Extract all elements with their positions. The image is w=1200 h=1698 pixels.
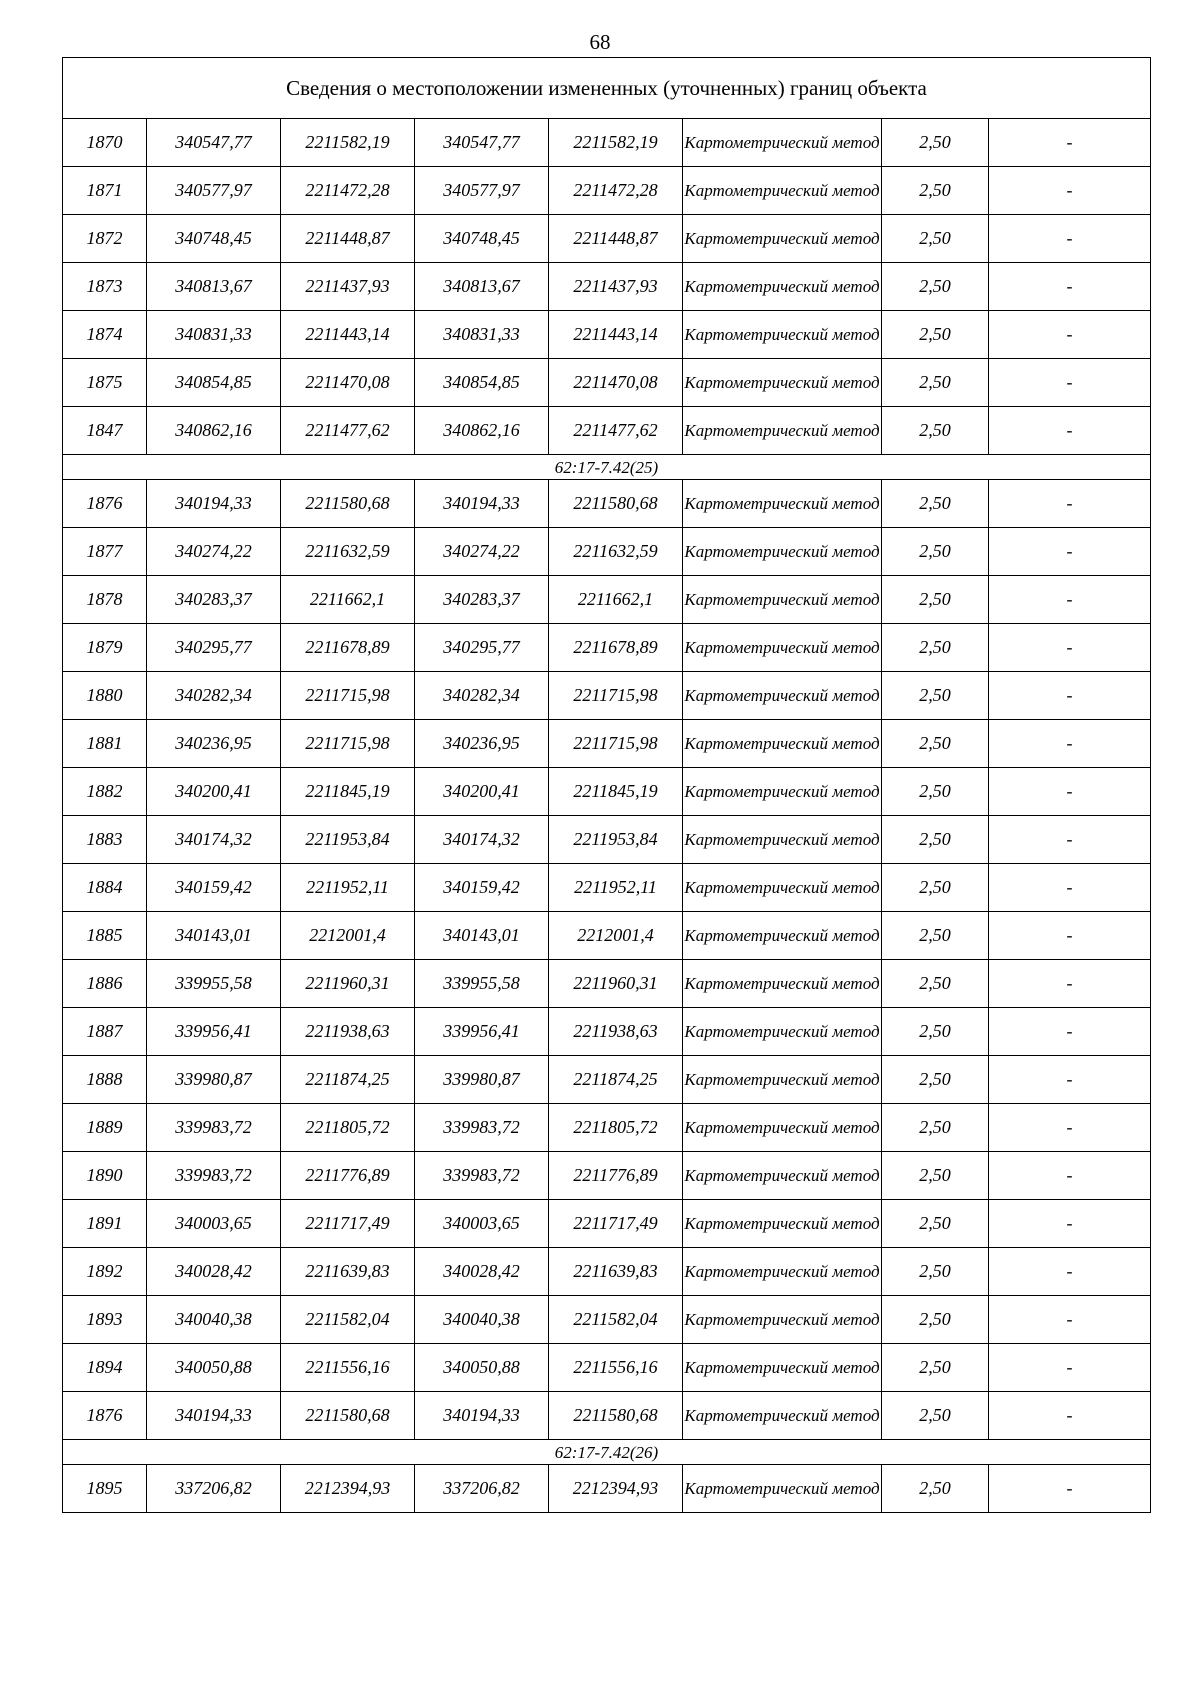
table-row bbox=[63, 1248, 1151, 1296]
x-new-cell: 340194,33 bbox=[415, 1392, 549, 1440]
table-row bbox=[63, 960, 1151, 1008]
point-number-cell: 1874 bbox=[63, 311, 147, 359]
y-existing-cell: 2211470,08 bbox=[281, 359, 415, 407]
table-row bbox=[63, 407, 1151, 455]
y-existing-cell: 2212001,4 bbox=[281, 912, 415, 960]
x-new-cell: 340862,16 bbox=[415, 407, 549, 455]
accuracy-cell: 2,50 bbox=[882, 960, 989, 1008]
x-new-cell: 337206,82 bbox=[415, 1465, 549, 1513]
accuracy-cell: 2,50 bbox=[882, 528, 989, 576]
y-existing-cell: 2211556,16 bbox=[281, 1344, 415, 1392]
y-existing-cell: 2211938,63 bbox=[281, 1008, 415, 1056]
method-cell: Картометрический метод bbox=[683, 864, 882, 912]
x-existing-cell: 340748,45 bbox=[147, 215, 281, 263]
x-existing-cell: 340283,37 bbox=[147, 576, 281, 624]
description-cell: - bbox=[989, 1104, 1151, 1152]
accuracy-cell: 2,50 bbox=[882, 1008, 989, 1056]
point-number-cell: 1878 bbox=[63, 576, 147, 624]
section-header-row bbox=[63, 1440, 1151, 1465]
method-cell: Картометрический метод bbox=[683, 311, 882, 359]
y-new-cell: 2211477,62 bbox=[549, 407, 683, 455]
x-new-cell: 340174,32 bbox=[415, 816, 549, 864]
x-existing-cell: 340028,42 bbox=[147, 1248, 281, 1296]
description-cell: - bbox=[989, 1200, 1151, 1248]
y-existing-cell: 2211437,93 bbox=[281, 263, 415, 311]
y-new-cell: 2211556,16 bbox=[549, 1344, 683, 1392]
description-cell: - bbox=[989, 1344, 1151, 1392]
x-new-cell: 340194,33 bbox=[415, 480, 549, 528]
y-new-cell: 2211715,98 bbox=[549, 720, 683, 768]
section-label: 62:17-7.42(26) bbox=[63, 1440, 1151, 1465]
accuracy-cell: 2,50 bbox=[882, 912, 989, 960]
x-new-cell: 339956,41 bbox=[415, 1008, 549, 1056]
y-existing-cell: 2211582,04 bbox=[281, 1296, 415, 1344]
x-existing-cell: 337206,82 bbox=[147, 1465, 281, 1513]
description-cell: - bbox=[989, 864, 1151, 912]
method-cell: Картометрический метод bbox=[683, 1152, 882, 1200]
accuracy-cell: 2,50 bbox=[882, 1392, 989, 1440]
y-existing-cell: 2211472,28 bbox=[281, 167, 415, 215]
y-existing-cell: 2211580,68 bbox=[281, 480, 415, 528]
y-new-cell: 2211662,1 bbox=[549, 576, 683, 624]
y-new-cell: 2211632,59 bbox=[549, 528, 683, 576]
y-existing-cell: 2211874,25 bbox=[281, 1056, 415, 1104]
x-existing-cell: 339980,87 bbox=[147, 1056, 281, 1104]
x-existing-cell: 340831,33 bbox=[147, 311, 281, 359]
x-existing-cell: 340274,22 bbox=[147, 528, 281, 576]
description-cell: - bbox=[989, 263, 1151, 311]
page-number: 68 bbox=[589, 30, 611, 54]
table-row bbox=[63, 912, 1151, 960]
y-new-cell: 2211874,25 bbox=[549, 1056, 683, 1104]
method-cell: Картометрический метод bbox=[683, 576, 882, 624]
description-cell: - bbox=[989, 624, 1151, 672]
point-number-cell: 1881 bbox=[63, 720, 147, 768]
description-cell: - bbox=[989, 1296, 1151, 1344]
table-row bbox=[63, 263, 1151, 311]
table-row bbox=[63, 768, 1151, 816]
point-number-cell: 1870 bbox=[63, 119, 147, 167]
method-cell: Картометрический метод bbox=[683, 672, 882, 720]
accuracy-cell: 2,50 bbox=[882, 1465, 989, 1513]
description-cell: - bbox=[989, 1056, 1151, 1104]
method-cell: Картометрический метод bbox=[683, 1248, 882, 1296]
description-cell: - bbox=[989, 1008, 1151, 1056]
x-new-cell: 340283,37 bbox=[415, 576, 549, 624]
table-row bbox=[63, 720, 1151, 768]
table-row bbox=[63, 480, 1151, 528]
x-existing-cell: 340854,85 bbox=[147, 359, 281, 407]
point-number-cell: 1873 bbox=[63, 263, 147, 311]
accuracy-cell: 2,50 bbox=[882, 1296, 989, 1344]
point-number-cell: 1871 bbox=[63, 167, 147, 215]
accuracy-cell: 2,50 bbox=[882, 720, 989, 768]
coordinates-table bbox=[62, 57, 1151, 1513]
y-new-cell: 2211470,08 bbox=[549, 359, 683, 407]
accuracy-cell: 2,50 bbox=[882, 1248, 989, 1296]
x-existing-cell: 340295,77 bbox=[147, 624, 281, 672]
y-existing-cell: 2211582,19 bbox=[281, 119, 415, 167]
description-cell: - bbox=[989, 672, 1151, 720]
table-row bbox=[63, 1056, 1151, 1104]
accuracy-cell: 2,50 bbox=[882, 167, 989, 215]
method-cell: Картометрический метод bbox=[683, 167, 882, 215]
x-new-cell: 340143,01 bbox=[415, 912, 549, 960]
x-new-cell: 340748,45 bbox=[415, 215, 549, 263]
y-existing-cell: 2211448,87 bbox=[281, 215, 415, 263]
description-cell: - bbox=[989, 167, 1151, 215]
accuracy-cell: 2,50 bbox=[882, 1056, 989, 1104]
accuracy-cell: 2,50 bbox=[882, 768, 989, 816]
y-new-cell: 2211715,98 bbox=[549, 672, 683, 720]
y-existing-cell: 2211662,1 bbox=[281, 576, 415, 624]
point-number-cell: 1884 bbox=[63, 864, 147, 912]
accuracy-cell: 2,50 bbox=[882, 672, 989, 720]
x-existing-cell: 340040,38 bbox=[147, 1296, 281, 1344]
description-cell: - bbox=[989, 816, 1151, 864]
y-new-cell: 2211960,31 bbox=[549, 960, 683, 1008]
x-new-cell: 340028,42 bbox=[415, 1248, 549, 1296]
x-new-cell: 340547,77 bbox=[415, 119, 549, 167]
y-new-cell: 2211678,89 bbox=[549, 624, 683, 672]
x-new-cell: 340159,42 bbox=[415, 864, 549, 912]
method-cell: Картометрический метод bbox=[683, 912, 882, 960]
method-cell: Картометрический метод bbox=[683, 960, 882, 1008]
table-row bbox=[63, 311, 1151, 359]
x-existing-cell: 339956,41 bbox=[147, 1008, 281, 1056]
x-existing-cell: 340577,97 bbox=[147, 167, 281, 215]
y-existing-cell: 2211805,72 bbox=[281, 1104, 415, 1152]
point-number-cell: 1894 bbox=[63, 1344, 147, 1392]
table-row bbox=[63, 1344, 1151, 1392]
point-number-cell: 1885 bbox=[63, 912, 147, 960]
method-cell: Картометрический метод bbox=[683, 1392, 882, 1440]
method-cell: Картометрический метод bbox=[683, 624, 882, 672]
x-existing-cell: 339955,58 bbox=[147, 960, 281, 1008]
method-cell: Картометрический метод bbox=[683, 816, 882, 864]
description-cell: - bbox=[989, 480, 1151, 528]
y-existing-cell: 2211443,14 bbox=[281, 311, 415, 359]
point-number-cell: 1875 bbox=[63, 359, 147, 407]
table-row bbox=[63, 1465, 1151, 1513]
x-new-cell: 339980,87 bbox=[415, 1056, 549, 1104]
method-cell: Картометрический метод bbox=[683, 720, 882, 768]
y-new-cell: 2211938,63 bbox=[549, 1008, 683, 1056]
method-cell: Картометрический метод bbox=[683, 1056, 882, 1104]
method-cell: Картометрический метод bbox=[683, 263, 882, 311]
point-number-cell: 1879 bbox=[63, 624, 147, 672]
accuracy-cell: 2,50 bbox=[882, 263, 989, 311]
x-existing-cell: 340236,95 bbox=[147, 720, 281, 768]
method-cell: Картометрический метод bbox=[683, 119, 882, 167]
y-existing-cell: 2211580,68 bbox=[281, 1392, 415, 1440]
table-row bbox=[63, 1200, 1151, 1248]
x-new-cell: 340274,22 bbox=[415, 528, 549, 576]
y-new-cell: 2212394,93 bbox=[549, 1465, 683, 1513]
y-new-cell: 2211580,68 bbox=[549, 1392, 683, 1440]
accuracy-cell: 2,50 bbox=[882, 1200, 989, 1248]
y-existing-cell: 2211715,98 bbox=[281, 672, 415, 720]
point-number-cell: 1880 bbox=[63, 672, 147, 720]
accuracy-cell: 2,50 bbox=[882, 407, 989, 455]
y-new-cell: 2211437,93 bbox=[549, 263, 683, 311]
point-number-cell: 1889 bbox=[63, 1104, 147, 1152]
point-number-cell: 1887 bbox=[63, 1008, 147, 1056]
description-cell: - bbox=[989, 119, 1151, 167]
table-row bbox=[63, 1296, 1151, 1344]
x-new-cell: 340050,88 bbox=[415, 1344, 549, 1392]
x-existing-cell: 340174,32 bbox=[147, 816, 281, 864]
description-cell: - bbox=[989, 960, 1151, 1008]
table-row bbox=[63, 624, 1151, 672]
y-existing-cell: 2211715,98 bbox=[281, 720, 415, 768]
table-row bbox=[63, 215, 1151, 263]
point-number-cell: 1876 bbox=[63, 480, 147, 528]
description-cell: - bbox=[989, 1392, 1151, 1440]
method-cell: Картометрический метод bbox=[683, 1104, 882, 1152]
description-cell: - bbox=[989, 528, 1151, 576]
point-number-cell: 1892 bbox=[63, 1248, 147, 1296]
y-existing-cell: 2211776,89 bbox=[281, 1152, 415, 1200]
point-number-cell: 1895 bbox=[63, 1465, 147, 1513]
y-existing-cell: 2212394,93 bbox=[281, 1465, 415, 1513]
point-number-cell: 1891 bbox=[63, 1200, 147, 1248]
table-row bbox=[63, 1392, 1151, 1440]
accuracy-cell: 2,50 bbox=[882, 1104, 989, 1152]
x-new-cell: 340003,65 bbox=[415, 1200, 549, 1248]
table-body bbox=[63, 58, 1151, 1513]
point-number-cell: 1872 bbox=[63, 215, 147, 263]
y-existing-cell: 2211845,19 bbox=[281, 768, 415, 816]
x-existing-cell: 340194,33 bbox=[147, 480, 281, 528]
y-new-cell: 2211580,68 bbox=[549, 480, 683, 528]
table-row bbox=[63, 167, 1151, 215]
y-new-cell: 2211952,11 bbox=[549, 864, 683, 912]
table-row bbox=[63, 816, 1151, 864]
y-existing-cell: 2211952,11 bbox=[281, 864, 415, 912]
y-new-cell: 2211776,89 bbox=[549, 1152, 683, 1200]
x-new-cell: 340236,95 bbox=[415, 720, 549, 768]
method-cell: Картометрический метод bbox=[683, 407, 882, 455]
x-existing-cell: 340547,77 bbox=[147, 119, 281, 167]
description-cell: - bbox=[989, 912, 1151, 960]
y-existing-cell: 2211477,62 bbox=[281, 407, 415, 455]
x-existing-cell: 340813,67 bbox=[147, 263, 281, 311]
table-row bbox=[63, 119, 1151, 167]
x-new-cell: 340282,34 bbox=[415, 672, 549, 720]
method-cell: Картометрический метод bbox=[683, 528, 882, 576]
x-existing-cell: 340003,65 bbox=[147, 1200, 281, 1248]
accuracy-cell: 2,50 bbox=[882, 816, 989, 864]
method-cell: Картометрический метод bbox=[683, 768, 882, 816]
x-existing-cell: 339983,72 bbox=[147, 1104, 281, 1152]
accuracy-cell: 2,50 bbox=[882, 1152, 989, 1200]
y-existing-cell: 2211639,83 bbox=[281, 1248, 415, 1296]
description-cell: - bbox=[989, 1248, 1151, 1296]
x-new-cell: 340200,41 bbox=[415, 768, 549, 816]
description-cell: - bbox=[989, 359, 1151, 407]
point-number-cell: 1847 bbox=[63, 407, 147, 455]
accuracy-cell: 2,50 bbox=[882, 624, 989, 672]
y-new-cell: 2211717,49 bbox=[549, 1200, 683, 1248]
x-existing-cell: 340200,41 bbox=[147, 768, 281, 816]
x-new-cell: 340854,85 bbox=[415, 359, 549, 407]
accuracy-cell: 2,50 bbox=[882, 215, 989, 263]
x-existing-cell: 340050,88 bbox=[147, 1344, 281, 1392]
accuracy-cell: 2,50 bbox=[882, 1344, 989, 1392]
point-number-cell: 1882 bbox=[63, 768, 147, 816]
table-row bbox=[63, 528, 1151, 576]
x-existing-cell: 340143,01 bbox=[147, 912, 281, 960]
table-title-row bbox=[63, 58, 1151, 119]
section-label: 62:17-7.42(25) bbox=[63, 455, 1151, 480]
accuracy-cell: 2,50 bbox=[882, 119, 989, 167]
description-cell: - bbox=[989, 215, 1151, 263]
y-existing-cell: 2211632,59 bbox=[281, 528, 415, 576]
accuracy-cell: 2,50 bbox=[882, 480, 989, 528]
description-cell: - bbox=[989, 768, 1151, 816]
y-new-cell: 2212001,4 bbox=[549, 912, 683, 960]
x-new-cell: 340295,77 bbox=[415, 624, 549, 672]
x-new-cell: 339983,72 bbox=[415, 1104, 549, 1152]
point-number-cell: 1876 bbox=[63, 1392, 147, 1440]
method-cell: Картометрический метод bbox=[683, 1296, 882, 1344]
point-number-cell: 1893 bbox=[63, 1296, 147, 1344]
x-new-cell: 340831,33 bbox=[415, 311, 549, 359]
accuracy-cell: 2,50 bbox=[882, 311, 989, 359]
method-cell: Картометрический метод bbox=[683, 215, 882, 263]
table-row bbox=[63, 1152, 1151, 1200]
point-number-cell: 1877 bbox=[63, 528, 147, 576]
point-number-cell: 1888 bbox=[63, 1056, 147, 1104]
y-new-cell: 2211448,87 bbox=[549, 215, 683, 263]
accuracy-cell: 2,50 bbox=[882, 359, 989, 407]
method-cell: Картометрический метод bbox=[683, 1200, 882, 1248]
table-title: Сведения о местоположении измененных (уточненных) границ объекта bbox=[63, 58, 1151, 119]
description-cell: - bbox=[989, 311, 1151, 359]
x-existing-cell: 339983,72 bbox=[147, 1152, 281, 1200]
y-new-cell: 2211582,04 bbox=[549, 1296, 683, 1344]
method-cell: Картометрический метод bbox=[683, 359, 882, 407]
accuracy-cell: 2,50 bbox=[882, 576, 989, 624]
method-cell: Картометрический метод bbox=[683, 480, 882, 528]
x-new-cell: 339983,72 bbox=[415, 1152, 549, 1200]
table-row bbox=[63, 359, 1151, 407]
section-header-row bbox=[63, 455, 1151, 480]
description-cell: - bbox=[989, 720, 1151, 768]
y-new-cell: 2211953,84 bbox=[549, 816, 683, 864]
description-cell: - bbox=[989, 576, 1151, 624]
point-number-cell: 1883 bbox=[63, 816, 147, 864]
method-cell: Картометрический метод bbox=[683, 1344, 882, 1392]
x-existing-cell: 340282,34 bbox=[147, 672, 281, 720]
table-row bbox=[63, 864, 1151, 912]
y-new-cell: 2211472,28 bbox=[549, 167, 683, 215]
x-new-cell: 339955,58 bbox=[415, 960, 549, 1008]
table-row bbox=[63, 1104, 1151, 1152]
accuracy-cell: 2,50 bbox=[882, 864, 989, 912]
x-new-cell: 340040,38 bbox=[415, 1296, 549, 1344]
y-existing-cell: 2211717,49 bbox=[281, 1200, 415, 1248]
point-number-cell: 1890 bbox=[63, 1152, 147, 1200]
y-new-cell: 2211443,14 bbox=[549, 311, 683, 359]
y-new-cell: 2211639,83 bbox=[549, 1248, 683, 1296]
description-cell: - bbox=[989, 1465, 1151, 1513]
x-existing-cell: 340862,16 bbox=[147, 407, 281, 455]
y-new-cell: 2211805,72 bbox=[549, 1104, 683, 1152]
y-new-cell: 2211845,19 bbox=[549, 768, 683, 816]
y-existing-cell: 2211953,84 bbox=[281, 816, 415, 864]
y-new-cell: 2211582,19 bbox=[549, 119, 683, 167]
x-new-cell: 340577,97 bbox=[415, 167, 549, 215]
y-existing-cell: 2211678,89 bbox=[281, 624, 415, 672]
description-cell: - bbox=[989, 1152, 1151, 1200]
y-existing-cell: 2211960,31 bbox=[281, 960, 415, 1008]
table-row bbox=[63, 1008, 1151, 1056]
x-new-cell: 340813,67 bbox=[415, 263, 549, 311]
method-cell: Картометрический метод bbox=[683, 1465, 882, 1513]
table-row bbox=[63, 672, 1151, 720]
method-cell: Картометрический метод bbox=[683, 1008, 882, 1056]
table-row bbox=[63, 576, 1151, 624]
x-existing-cell: 340194,33 bbox=[147, 1392, 281, 1440]
x-existing-cell: 340159,42 bbox=[147, 864, 281, 912]
description-cell: - bbox=[989, 407, 1151, 455]
point-number-cell: 1886 bbox=[63, 960, 147, 1008]
